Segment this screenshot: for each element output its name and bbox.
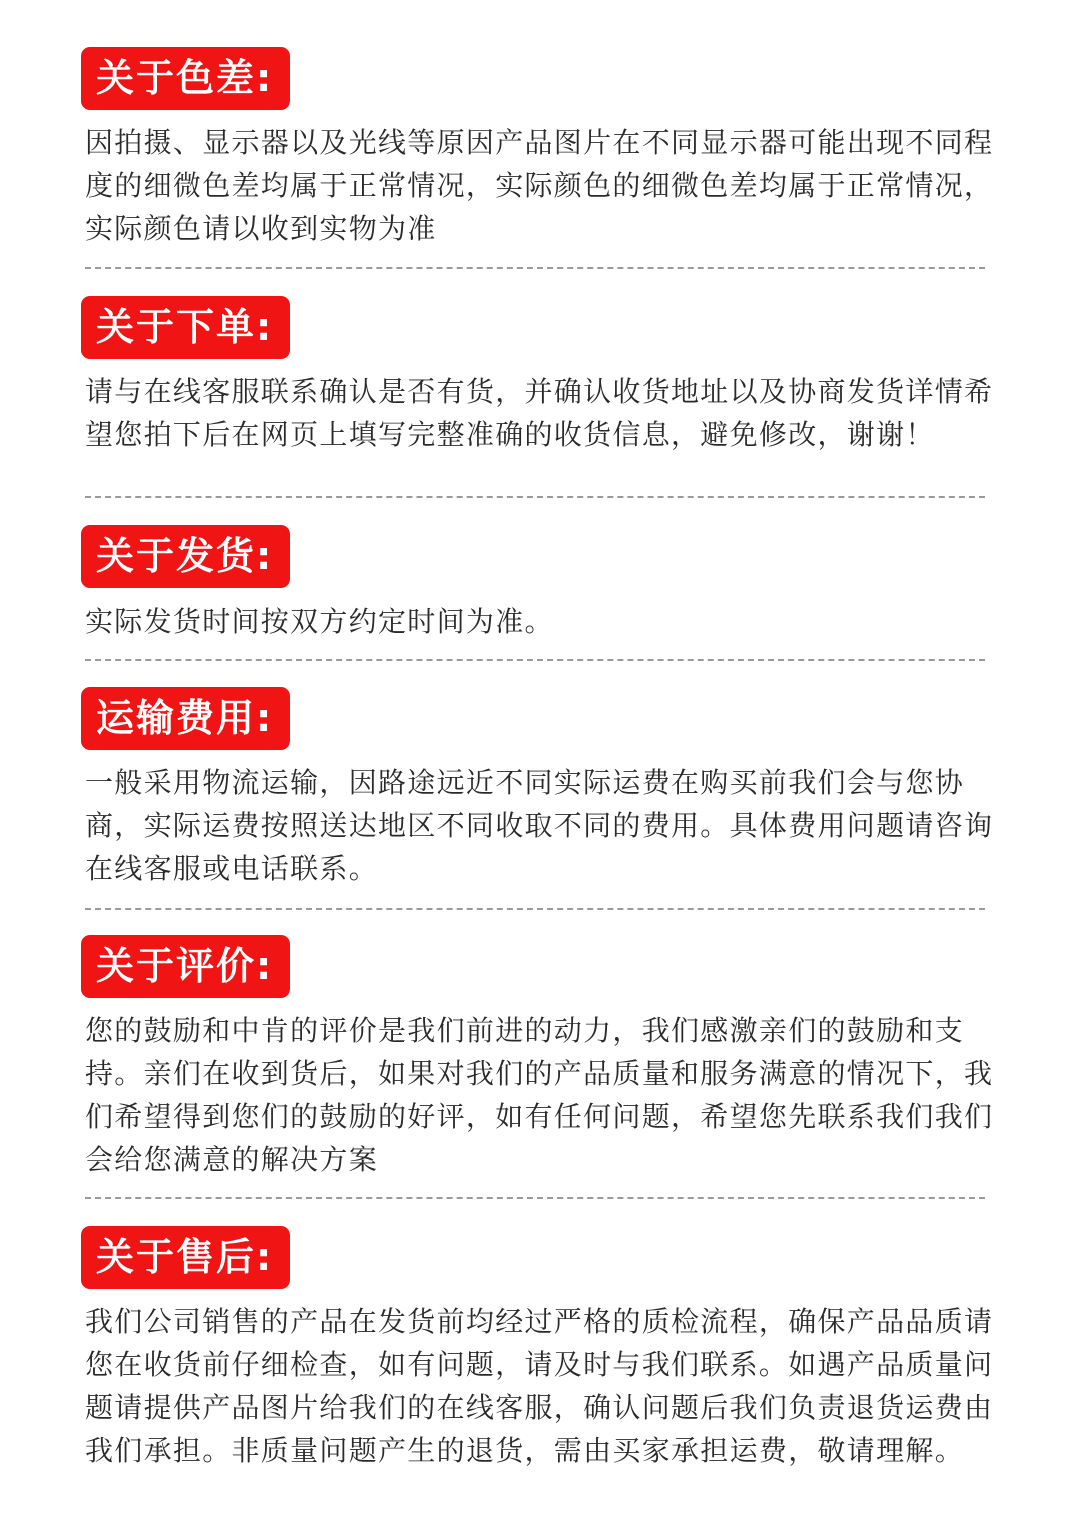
section-text-after-sales: 我们公司销售的产品在发货前均经过严格的质检流程，确保产品品质请您在收货前仔细检查，如有问题，请及时与我们联系。如遇产品质量问题请提供产品图片给我们的在线客服，确认问题后我们负责退货运费由我们承担。非质量问题产生的退货，需由买家承担运费，敬请理解。 [85, 1305, 994, 1467]
section-title-badge-reviews: 关于评价: [81, 935, 290, 998]
section-title-badge-ordering: 关于下单: [81, 296, 290, 359]
dashed-divider [85, 267, 985, 269]
dashed-divider [85, 659, 985, 661]
section-text-color-difference: 因拍摄、显示器以及光线等原因产品图片在不同显示器可能出现不同程度的细微色差均属于正常情况，实际颜色的细微色差均属于正常情况，实际颜色请以收到实物为准 [85, 126, 994, 245]
dashed-divider [85, 496, 985, 498]
dashed-divider [85, 908, 985, 910]
dashed-divider [85, 1197, 985, 1199]
section-text-reviews: 您的鼓励和中肯的评价是我们前进的动力，我们感激亲们的鼓励和支持。亲们在收到货后，如果对我们的产品质量和服务满意的情况下，我们希望得到您们的鼓励的好评，如有任何问题，希望您先联系我们我们会给您满意的解决方案 [85, 1014, 994, 1176]
section-title-badge-shipping: 关于发货: [81, 525, 290, 588]
section-title-badge-after-sales: 关于售后: [81, 1226, 290, 1289]
section-title-badge-transport-fee: 运输费用: [81, 687, 290, 750]
section-text-shipping: 实际发货时间按双方约定时间为准。 [85, 605, 554, 638]
section-title-badge-color-difference: 关于色差: [81, 47, 290, 110]
section-text-transport-fee: 一般采用物流运输，因路途远近不同实际运费在购买前我们会与您协商，实际运费按照送达地区不同收取不同的费用。具体费用问题请咨询在线客服或电话联系。 [85, 766, 994, 885]
section-text-ordering: 请与在线客服联系确认是否有货，并确认收货地址以及协商发货详情希望您拍下后在网页上填写完整准确的收货信息，避免修改，谢谢！ [85, 375, 994, 451]
